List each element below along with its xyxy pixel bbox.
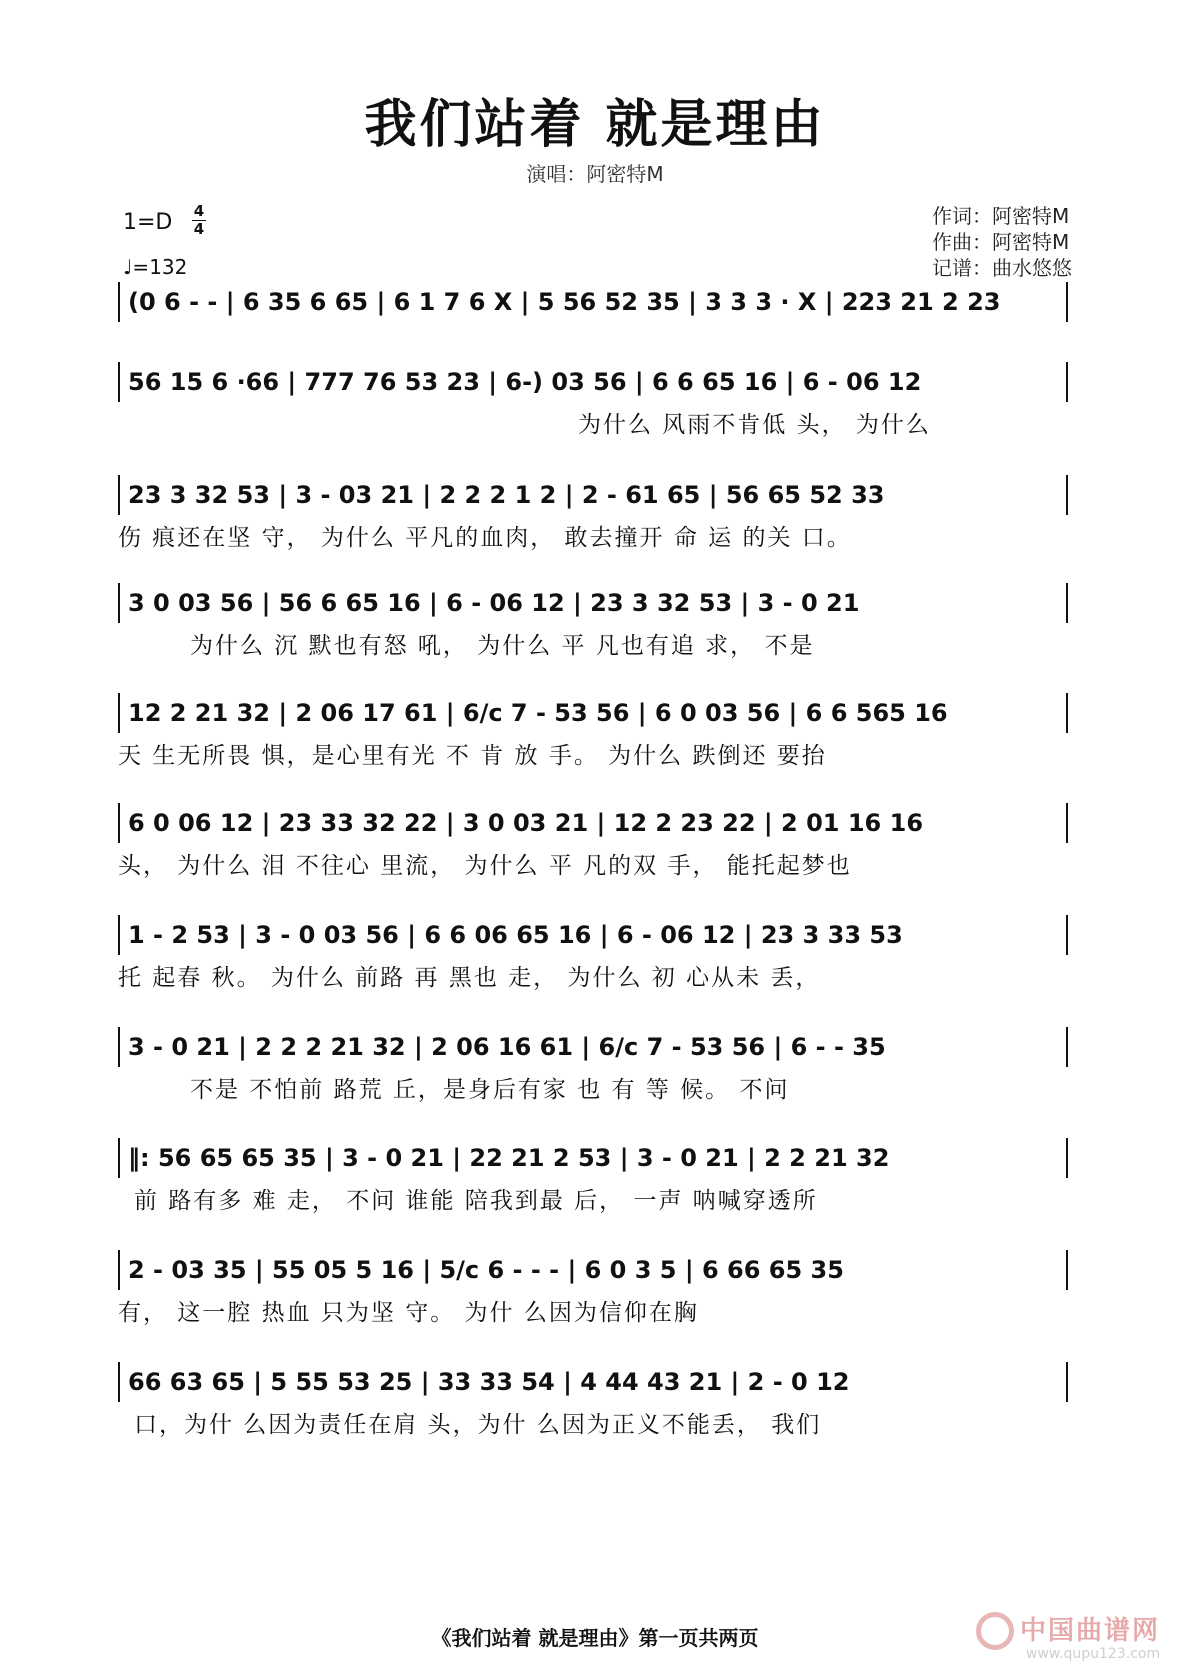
watermark-logo-icon (976, 1612, 1014, 1650)
score-row-11 (118, 1362, 1068, 1442)
lyrics-line: 伤 痕还在坚 守， 为什么 平凡的血肉， 敢去撞开 命 运 的关 口。 (118, 525, 852, 551)
tempo-marking: ♩=132 (123, 255, 188, 279)
singer-credit: 演唱：阿密特M (526, 162, 664, 186)
lyrics-line: 有， 这一腔 热血 只为坚 守。 为什 么因为信仰在胸 (118, 1300, 699, 1326)
credits-block (932, 203, 1072, 281)
score-row-5 (118, 693, 1068, 773)
watermark-url: www.qupu123.com (1026, 1646, 1161, 1662)
lyrics-line: 口，为什 么因为责任在肩 头，为什 么因为正义不能丢， 我们 (134, 1412, 822, 1438)
notes-line: 12 2 21 32 | 2 06 17 61 | 6/c 7 - 53 56 | 6 0 03 56 | 6 6 565 16 (118, 693, 1068, 733)
lyrics-line: 托 起春 秋。 为什么 前路 再 黑也 走， 为什么 初 心从未 丢， (118, 965, 821, 991)
transcriber-credit: 记谱：曲水悠悠 (932, 256, 1072, 280)
lyrics-line: 不是 不怕前 路荒 丘，是身后有家 也 有 等 候。 不问 (190, 1077, 790, 1103)
lyrics-line: 头， 为什么 泪 不往心 里流， 为什么 平 凡的双 手， 能托起梦也 (118, 853, 852, 879)
lyricist-credit: 作词：阿密特M (932, 204, 1070, 228)
notes-line: 3 0 03 56 | 56 6 65 16 | 6 - 06 12 | 23 3 32 53 | 3 - 0 21 (118, 583, 1068, 623)
composer-credit: 作曲：阿密特M (932, 230, 1070, 254)
score-row-3 (118, 475, 1068, 555)
lyrics-line: 前 路有多 难 走， 不问 谁能 陪我到最 后， 一声 呐喊穿透所 (134, 1188, 818, 1214)
notes-line: 66 63 65 | 5 55 53 25 | 33 33 54 | 4 44 43 21 | 2 - 0 12 (118, 1362, 1068, 1402)
lyrics-line: 天 生无所畏 惧，是心里有光 不 肯 放 手。 为什么 跌倒还 要抬 (118, 743, 827, 769)
notes-line: 56 15 6 ·66 | 777 76 53 23 | 6-) 03 56 | 6 6 65 16 | 6 - 06 12 (118, 362, 1068, 402)
lyrics-line: 为什么 沉 默也有怒 吼， 为什么 平 凡也有追 求， 不是 (190, 633, 815, 659)
notes-line: (0 6 - - | 6 35 6 65 | 6 1 7 6 X | 5 56 52 35 | 3 3 3 · X | 223 21 2 23 (118, 282, 1068, 322)
key-signature: 1=D (123, 210, 173, 235)
time-signature-top: 4 (193, 202, 205, 220)
watermark-site-name: 中国曲谱网 (1020, 1616, 1161, 1646)
notes-line: 1 - 2 53 | 3 - 0 03 56 | 6 6 06 65 16 | 6 - 06 12 | 23 3 33 53 (118, 915, 1068, 955)
notes-line: ‖: 56 65 65 35 | 3 - 0 21 | 22 21 2 53 | 3 - 0 21 | 2 2 21 32 (118, 1138, 1068, 1178)
score-row-8 (118, 1027, 1068, 1107)
lyrics-line: 为什么 风雨不肯低 头， 为什么 (578, 412, 931, 438)
score-row-9 (118, 1138, 1068, 1218)
song-title: 我们站着 就是理由 (364, 94, 826, 155)
time-signature-bottom: 4 (193, 220, 205, 238)
score-row-10 (118, 1250, 1068, 1330)
notes-line: 3 - 0 21 | 2 2 2 21 32 | 2 06 16 61 | 6/c 7 - 53 56 | 6 - - 35 (118, 1027, 1068, 1067)
lyrics-line (118, 328, 1068, 362)
score-row-4 (118, 583, 1068, 663)
time-signature (190, 203, 208, 238)
score-row-6 (118, 803, 1068, 883)
page-footer: 《我们站着 就是理由》第一页共两页 (431, 1626, 759, 1650)
site-watermark (976, 1606, 1176, 1666)
notes-line: 23 3 32 53 | 3 - 03 21 | 2 2 2 1 2 | 2 - 61 65 | 56 65 52 33 (118, 475, 1068, 515)
score-row-2 (118, 362, 1068, 442)
notes-line: 2 - 03 35 | 55 05 5 16 | 5/c 6 - - - | 6 0 3 5 | 6 66 65 35 (118, 1250, 1068, 1290)
notes-line: 6 0 06 12 | 23 33 32 22 | 3 0 03 21 | 12 2 23 22 | 2 01 16 16 (118, 803, 1068, 843)
score-row-1 (118, 282, 1068, 362)
score-row-7 (118, 915, 1068, 995)
